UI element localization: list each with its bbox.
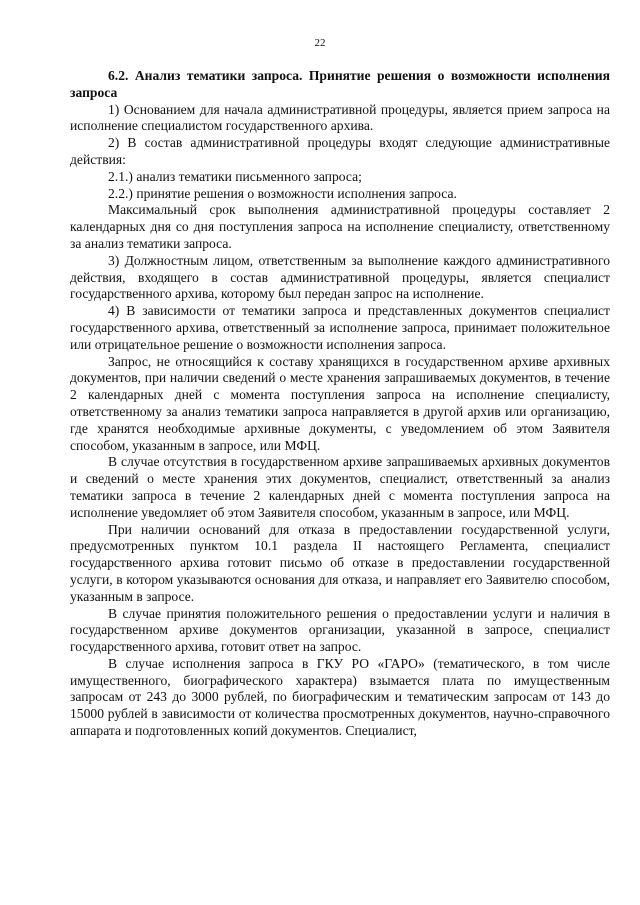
paragraph: 4) В зависимости от тематики запроса и представленных документов специалист государственного архива, ответственный за исполнение запроса, принимает положительное или отрицательное решение о возможности исполнения запроса. (70, 303, 610, 352)
paragraph: 3) Должностным лицом, ответственным за выполнение каждого административного действия, входящего в состав административной процедуры, является специалист государственного архива, которому был передан запрос на исполнение. (70, 252, 610, 302)
paragraph: 2) В состав административной процедуры входят следующие административные действия: (70, 135, 610, 167)
paragraph: При наличии оснований для отказа в предоставлении государственной услуги, предусмотренных пунктом 10.1 раздела II настоящего Регламента, специалист государственного архива готовит письмо об отказе в предоставлении государственной услуги, в котором указываются основания для отказа, и направляет его Заявителю способом, указанным в запросе. (70, 521, 610, 604)
paragraph: 2.2.) принятие решения о возможности исполнения запроса. (108, 185, 457, 201)
document-body (70, 68, 610, 740)
paragraph: В случае исполнения запроса в ГКУ РО «ГАРО» (тематического, в том числе имущественного, биографического характера) взымается плата по имущественным запросам от 243 до 3000 рублей, по биографическим и тематическим запросам от 143 до 15000 рублей в зависимости от количества просмотренных документов, научно-справочного аппарата и подготовленных копий документов. Специалист, (70, 655, 610, 739)
paragraph: В случае отсутствия в государственном архиве запрашиваемых архивных документов и сведений о месте хранения этих документов, специалист, ответственный за анализ тематики запроса в течение 2 календарных дней с момента поступления запроса на исполнение уведомляет об этом Заявителя способом, указанным в запросе, или МФЦ. (70, 454, 610, 520)
paragraph: Запрос, не относящийся к составу хранящихся в государственном архиве архивных документов, при наличии сведений о месте хранения запрашиваемых документов, в течение 2 календарных дней с момента поступления запроса на исполнение специалисту, ответственному за анализ тематики запроса направляется в другой архив или организацию, где хранятся необходимые архивные документы, с уведомлением об этом Заявителя способом, указанным в запросе, или МФЦ. (70, 353, 610, 453)
paragraph: 1) Основанием для начала административной процедуры, является прием запроса на исполнение специалистом государственного архива. (70, 101, 610, 134)
paragraph: В случае принятия положительного решения о предоставлении услуги и наличия в государственном архиве документов организации, указанной в запросе, специалист государственного архива, готовит ответ на запрос. (70, 605, 610, 655)
paragraph: Максимальный срок выполнения административной процедуры составляет 2 календарных дня со дня поступления запроса на исполнение специалисту, ответственному за анализ тематики запроса. (70, 202, 610, 251)
page-number: 22 (314, 37, 326, 49)
paragraph: 2.1.) анализ тематики письменного запроса; (108, 168, 362, 184)
section-heading: 6.2. Анализ тематики запроса. Принятие решения о возможности исполнения запроса (70, 68, 610, 100)
